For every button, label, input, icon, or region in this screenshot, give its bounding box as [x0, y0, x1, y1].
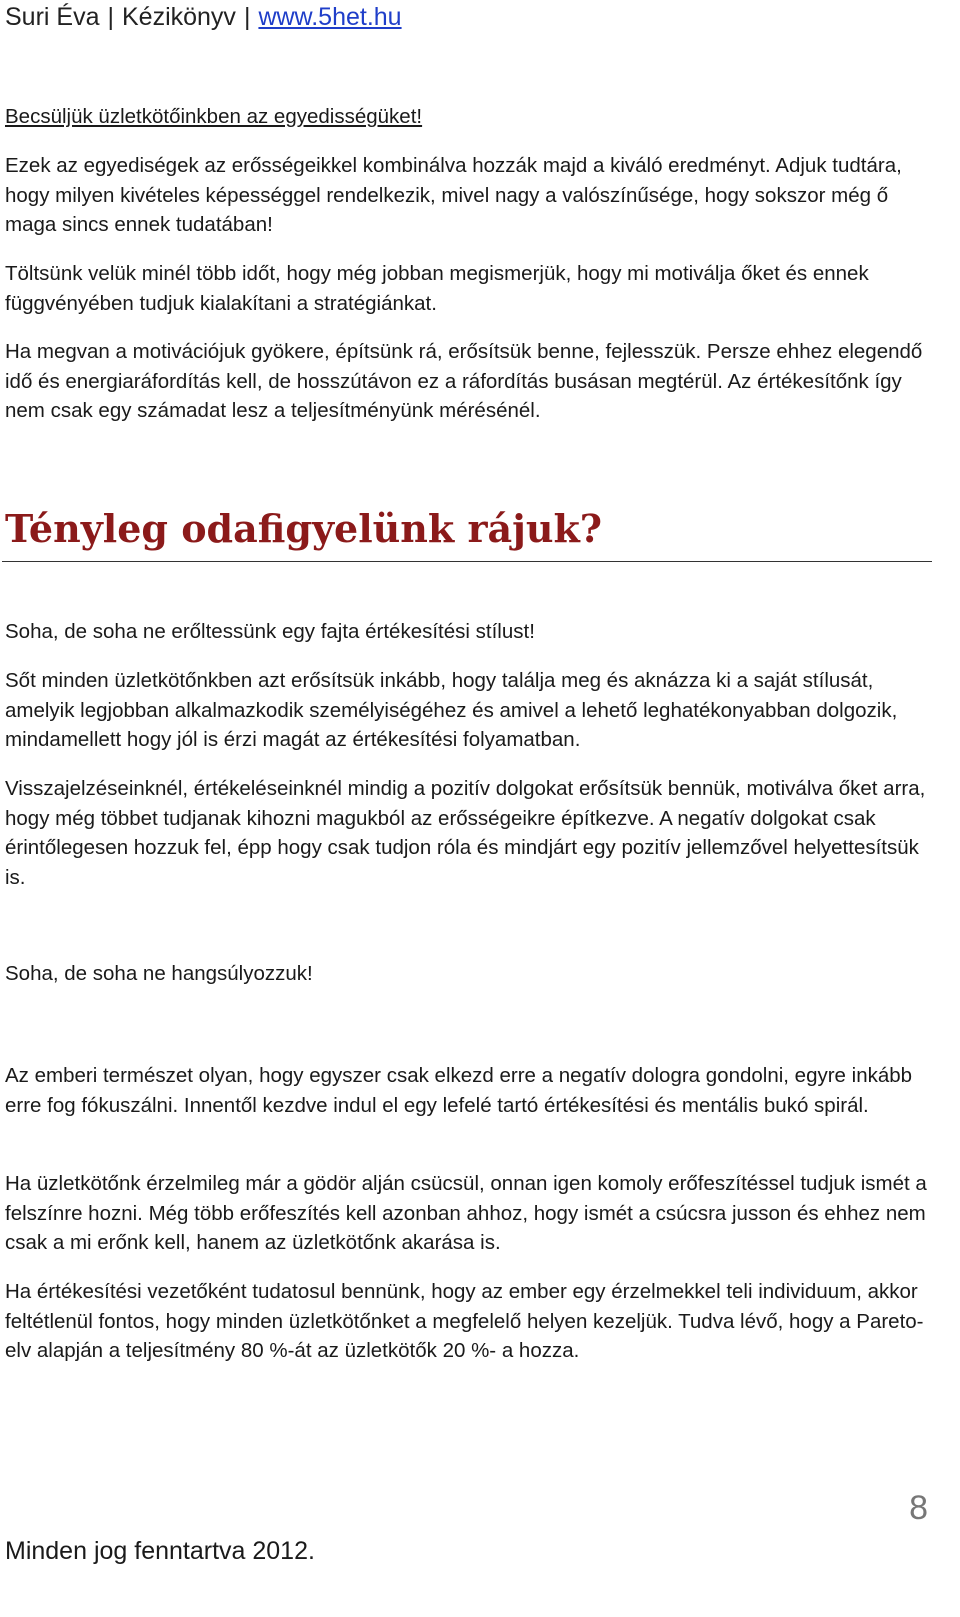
section2-title: Tényleg odafigyelünk rájuk?	[5, 506, 603, 551]
section1-paragraph-1: Ezek az egyediségek az erősségeikkel kombinálva hozzák majd a kiváló eredményt. Adjuk tudtára, hogy milyen kivételes képességgel rendelkezik, mivel nagy a valószínűsége, hogy sokszor még ő maga sincs ennek tudatában!	[5, 154, 902, 237]
page-header	[5, 2, 402, 32]
section2-paragraph-4: Soha, de soha ne hangsúlyozzuk!	[5, 962, 313, 985]
header-separator-2: |	[243, 3, 251, 31]
page-number: 8	[909, 1489, 928, 1527]
page-footer: Minden jog fenntartva 2012.	[5, 1537, 315, 1565]
section1-paragraph-2: Töltsünk velük minél több időt, hogy még jobban megismerjük, hogy mi motiválja őket és ennek függvényében tudjuk kialakítani a stratégiánkat.	[5, 262, 869, 315]
section1-paragraph-3: Ha megvan a motivációjuk gyökere, építsünk rá, erősítsük benne, fejlesszük. Persze ehhez elegendő idő és energiaráfordítás kell, de hosszútávon ez a ráfordítás busásan megtérül. Az értékesítőnk így nem csak egy számadat lesz a teljesítményünk mérésénél.	[5, 340, 923, 423]
section2-paragraph-7: Ha értékesítési vezetőként tudatosul bennünk, hogy az ember egy érzelmekkel teli individuum, akkor feltétlenül fontos, hogy minden üzletkötőnket a megfelelő helyen kezeljük. Tudva lévő, hogy a Pareto-elv alapján a teljesítmény 80 %-át az üzletkötők 20 %- a hozza.	[5, 1280, 924, 1363]
header-site-link[interactable]: www.5het.hu	[258, 3, 402, 31]
header-author: Suri Éva	[5, 3, 100, 31]
section1-lead: Becsüljük üzletkötőinkben az egyedisségüket!	[5, 105, 423, 128]
header-book: Kézikönyv	[121, 3, 236, 31]
section2-paragraph-6: Ha üzletkötőnk érzelmileg már a gödör alján csücsül, onnan igen komoly erőfeszítéssel tudjuk ismét a felszínre hozni. Még több erőfeszítés kell azonban ahhoz, hogy ismét a csúcsra jusson és ehhez nem csak a mi erőnk kell, hanem az üzletkötőnk akarása is.	[5, 1172, 927, 1255]
section2-paragraph-5: Az emberi természet olyan, hogy egyszer csak elkezd erre a negatív dologra gondolni, egyre inkább erre fog fókuszálni. Innentől kezdve indul el egy lefelé tartó értékesítési és mentális bukó spirál.	[5, 1064, 913, 1117]
header-separator-1: |	[107, 3, 114, 31]
section2-paragraph-3: Visszajelzéseinknél, értékeléseinknél mindig a pozitív dolgokat erősítsük bennük, motiválva őket arra, hogy még többet tudjanak kihozni magukból az erősségeikre építkezve. A negatív dolgokat csak érintőlegesen hozzuk fel, épp hogy csak tudjon róla és mindjárt egy pozitív jellemzővel helyettesítsük is.	[5, 777, 926, 889]
section2-paragraph-2: Sőt minden üzletkötőnkben azt erősítsük inkább, hogy találja meg és aknázza ki a saját stílusát, amelyik legjobban alkalmazkodik személyiségéhez és amivel a lehető leghatékonyabban dolgozik, mindamellett hogy jól is érzi magát az értékesítési folyamatban.	[5, 669, 898, 752]
heading-divider	[2, 561, 932, 562]
section2-paragraph-1: Soha, de soha ne erőltessünk egy fajta értékesítési stílust!	[5, 620, 535, 643]
